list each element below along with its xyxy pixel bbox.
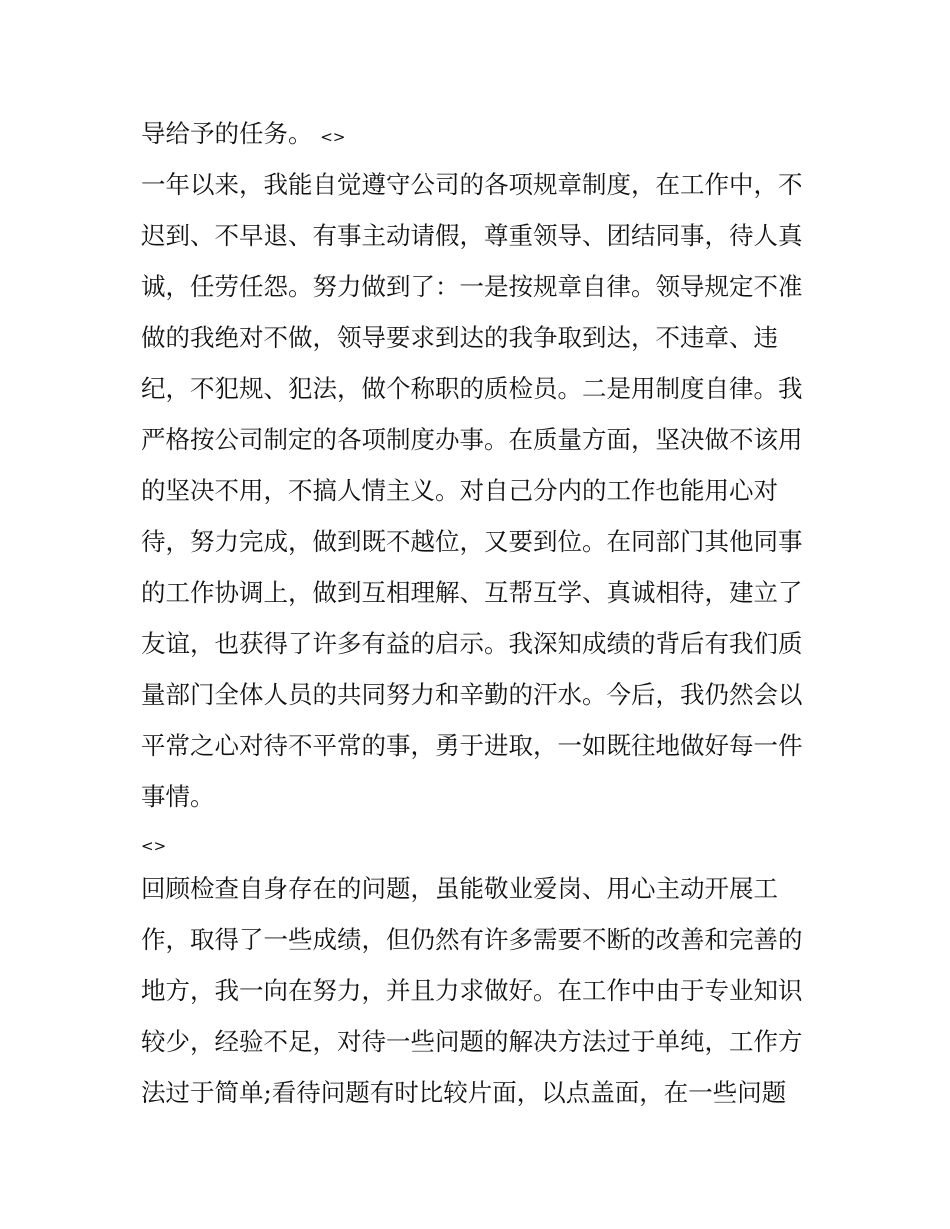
text-line: 的工作协调上，做到互相理解、互帮互学、真诚相待，建立了 [141, 578, 803, 607]
text-line: 友谊，也获得了许多有益的启示。我深知成绩的背后有我们质 [141, 629, 803, 658]
text-line: 诚，任劳任怨。努力做到了：一是按规章自律。领导规定不准 [141, 272, 803, 301]
text-line: 一年以来，我能自觉遵守公司的各项规章制度，在工作中，不 [141, 170, 803, 199]
text-line: 法过于简单;看待问题有时比较片面，以点盖面，在一些问题 [141, 1078, 787, 1107]
text-span: 导给予的任务。 [141, 119, 313, 148]
text-line: 待，努力完成，做到既不越位，又要到位。在同部门其他同事 [141, 527, 803, 556]
document-body [141, 108, 821, 1118]
text-line: 地方，我一向在努力，并且力求做好。在工作中由于专业知识 [141, 976, 803, 1005]
text-line: 作，取得了一些成绩，但仍然有许多需要不断的改善和完善的 [141, 925, 803, 954]
text-line: 的坚决不用，不搞人情主义。对自己分内的工作也能用心对 [141, 476, 778, 505]
marker-line [141, 822, 821, 863]
text-line: 纪，不犯规、犯法，做个称职的质检员。二是用制度自律。我 [141, 374, 803, 403]
text-line [141, 108, 821, 159]
text-line: 平常之心对待不平常的事，勇于进取，一如既往地做好每一件 [141, 731, 803, 760]
text-line: 严格按公司制定的各项制度办事。在质量方面，坚决做不该用 [141, 425, 803, 454]
text-line: 做的我绝对不做，领导要求到达的我争取到达，不违章、违 [141, 323, 778, 352]
text-line: 事情。 [141, 782, 215, 811]
text-line: 回顾检查自身存在的问题，虽能敬业爱岗、用心主动开展工 [141, 874, 778, 903]
text-line: 较少，经验不足，对待一些问题的解决方法过于单纯，工作方 [141, 1027, 803, 1056]
text-line: 迟到、不早退、有事主动请假，尊重领导、团结同事，待人真 [141, 221, 803, 250]
paragraph-marker: <> [141, 837, 167, 855]
text-line: 量部门全体人员的共同努力和辛勤的汗水。今后，我仍然会以 [141, 680, 803, 709]
paragraph-marker: <> [320, 128, 346, 146]
